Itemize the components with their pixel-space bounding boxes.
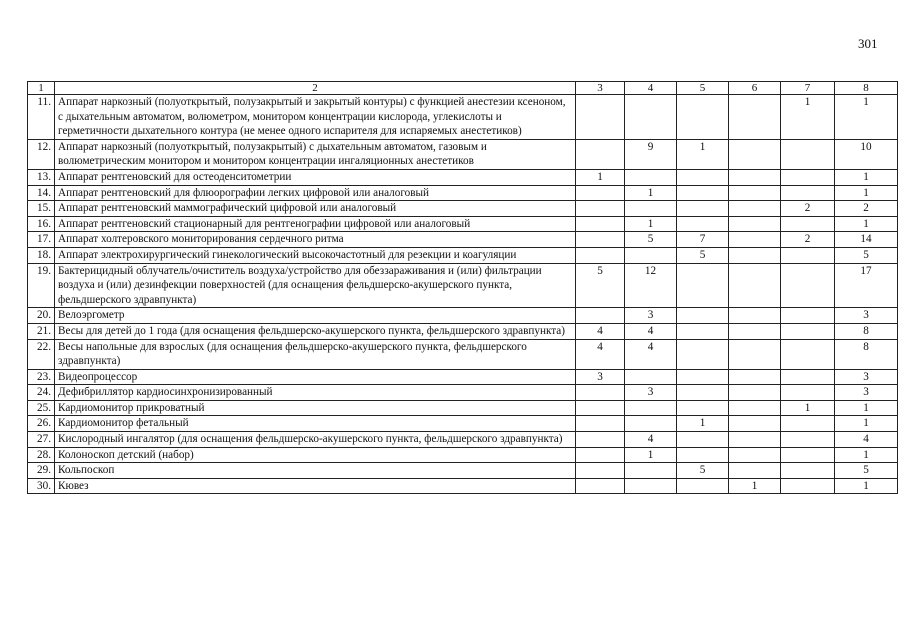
equipment-name-cell: Кардиомонитор фетальный — [55, 416, 576, 432]
quantity-cell — [625, 95, 677, 140]
column-header: 4 — [625, 82, 677, 95]
quantity-cell: 12 — [625, 263, 677, 308]
table-row — [28, 478, 898, 494]
row-number-cell: 15. — [28, 201, 55, 217]
quantity-cell — [576, 308, 625, 324]
table-row — [28, 232, 898, 248]
quantity-cell: 1 — [781, 95, 835, 140]
column-header: 1 — [28, 82, 55, 95]
quantity-cell — [729, 400, 781, 416]
total-cell: 3 — [835, 308, 898, 324]
quantity-cell — [729, 201, 781, 217]
quantity-cell: 1 — [625, 447, 677, 463]
table-row — [28, 95, 898, 140]
equipment-name-cell: Велоэргометр — [55, 308, 576, 324]
quantity-cell — [625, 369, 677, 385]
equipment-name-cell: Кювез — [55, 478, 576, 494]
quantity-cell — [576, 447, 625, 463]
quantity-cell — [781, 369, 835, 385]
quantity-cell — [677, 447, 729, 463]
quantity-cell: 9 — [625, 139, 677, 169]
quantity-cell — [576, 232, 625, 248]
quantity-cell — [781, 169, 835, 185]
table-header-row — [28, 82, 898, 95]
table-row — [28, 216, 898, 232]
quantity-cell — [729, 323, 781, 339]
row-number-cell: 28. — [28, 447, 55, 463]
quantity-cell — [625, 478, 677, 494]
row-number-cell: 19. — [28, 263, 55, 308]
quantity-cell — [576, 185, 625, 201]
quantity-cell — [576, 432, 625, 448]
row-number-cell: 12. — [28, 139, 55, 169]
row-number-cell: 26. — [28, 416, 55, 432]
total-cell: 1 — [835, 447, 898, 463]
quantity-cell — [625, 400, 677, 416]
quantity-cell — [576, 463, 625, 479]
table-row — [28, 323, 898, 339]
table-row — [28, 385, 898, 401]
quantity-cell — [781, 385, 835, 401]
equipment-name-cell: Колоноскоп детский (набор) — [55, 447, 576, 463]
quantity-cell — [576, 216, 625, 232]
equipment-name-cell: Аппарат наркозный (полуоткрытый, полузакрытый) с дыхательным автоматом, газовым и волюметрическим монитором и монитором концентрации ингаляционных анестетиков — [55, 139, 576, 169]
row-number-cell: 20. — [28, 308, 55, 324]
equipment-name-cell: Кардиомонитор прикроватный — [55, 400, 576, 416]
row-number-cell: 23. — [28, 369, 55, 385]
equipment-name-cell: Аппарат рентгеновский стационарный для рентгенографии цифровой или аналоговый — [55, 216, 576, 232]
row-number-cell: 30. — [28, 478, 55, 494]
quantity-cell — [677, 323, 729, 339]
quantity-cell: 3 — [625, 308, 677, 324]
quantity-cell — [781, 247, 835, 263]
quantity-cell — [576, 416, 625, 432]
total-cell: 17 — [835, 263, 898, 308]
table-row — [28, 169, 898, 185]
quantity-cell — [677, 308, 729, 324]
row-number-cell: 13. — [28, 169, 55, 185]
row-number-cell: 17. — [28, 232, 55, 248]
quantity-cell: 5 — [625, 232, 677, 248]
quantity-cell — [729, 185, 781, 201]
quantity-cell: 3 — [576, 369, 625, 385]
quantity-cell — [729, 216, 781, 232]
quantity-cell — [625, 416, 677, 432]
quantity-cell — [576, 201, 625, 217]
quantity-cell — [729, 169, 781, 185]
quantity-cell — [781, 323, 835, 339]
quantity-cell — [576, 95, 625, 140]
column-header: 6 — [729, 82, 781, 95]
table-row — [28, 308, 898, 324]
quantity-cell: 5 — [576, 263, 625, 308]
quantity-cell — [677, 95, 729, 140]
quantity-cell — [729, 385, 781, 401]
table-row — [28, 416, 898, 432]
row-number-cell: 16. — [28, 216, 55, 232]
quantity-cell — [781, 308, 835, 324]
table-row — [28, 400, 898, 416]
quantity-cell — [729, 339, 781, 369]
total-cell: 1 — [835, 95, 898, 140]
table-row — [28, 369, 898, 385]
table-row — [28, 263, 898, 308]
quantity-cell — [677, 169, 729, 185]
quantity-cell — [677, 339, 729, 369]
quantity-cell — [625, 247, 677, 263]
quantity-cell: 7 — [677, 232, 729, 248]
row-number-cell: 24. — [28, 385, 55, 401]
total-cell: 10 — [835, 139, 898, 169]
quantity-cell: 1 — [625, 216, 677, 232]
row-number-cell: 25. — [28, 400, 55, 416]
quantity-cell: 1 — [781, 400, 835, 416]
table-row — [28, 185, 898, 201]
quantity-cell: 4 — [576, 339, 625, 369]
equipment-name-cell: Дефибриллятор кардиосинхронизированный — [55, 385, 576, 401]
row-number-cell: 11. — [28, 95, 55, 140]
total-cell: 5 — [835, 463, 898, 479]
quantity-cell — [781, 416, 835, 432]
quantity-cell — [625, 201, 677, 217]
quantity-cell — [677, 369, 729, 385]
page-number: 301 — [858, 36, 878, 51]
row-number-cell: 29. — [28, 463, 55, 479]
equipment-name-cell: Весы для детей до 1 года (для оснащения фельдшерско-акушерского пункта, фельдшерского здравпункта) — [55, 323, 576, 339]
total-cell: 8 — [835, 339, 898, 369]
quantity-cell — [729, 447, 781, 463]
quantity-cell: 4 — [625, 432, 677, 448]
quantity-cell — [576, 400, 625, 416]
quantity-cell — [729, 139, 781, 169]
quantity-cell — [729, 95, 781, 140]
quantity-cell — [677, 185, 729, 201]
quantity-cell: 4 — [576, 323, 625, 339]
equipment-name-cell: Аппарат рентгеновский маммографический цифровой или аналоговый — [55, 201, 576, 217]
quantity-cell: 4 — [625, 323, 677, 339]
quantity-cell — [576, 385, 625, 401]
quantity-cell: 1 — [576, 169, 625, 185]
quantity-cell: 1 — [677, 416, 729, 432]
row-number-cell: 21. — [28, 323, 55, 339]
quantity-cell — [729, 416, 781, 432]
quantity-cell — [781, 478, 835, 494]
quantity-cell — [781, 185, 835, 201]
column-header: 2 — [55, 82, 576, 95]
table-row — [28, 463, 898, 479]
equipment-name-cell: Аппарат наркозный (полуоткрытый, полузакрытый и закрытый контуры) с функцией анестезии ксеноном, с дыхательным автоматом, волюметром, монитором концентрации кислорода, углекислоты и герметичности дыхательного контура (не менее одного испарителя для испаряемых анестетиков) — [55, 95, 576, 140]
total-cell: 8 — [835, 323, 898, 339]
quantity-cell — [677, 432, 729, 448]
quantity-cell — [781, 139, 835, 169]
quantity-cell: 5 — [677, 463, 729, 479]
total-cell: 1 — [835, 216, 898, 232]
total-cell: 1 — [835, 416, 898, 432]
quantity-cell — [576, 247, 625, 263]
total-cell: 1 — [835, 478, 898, 494]
quantity-cell — [781, 463, 835, 479]
row-number-cell: 18. — [28, 247, 55, 263]
quantity-cell — [729, 263, 781, 308]
quantity-cell — [729, 232, 781, 248]
quantity-cell — [729, 247, 781, 263]
equipment-name-cell: Видеопроцессор — [55, 369, 576, 385]
total-cell: 1 — [835, 185, 898, 201]
total-cell: 2 — [835, 201, 898, 217]
table-row — [28, 247, 898, 263]
quantity-cell — [781, 447, 835, 463]
quantity-cell — [677, 478, 729, 494]
quantity-cell: 1 — [729, 478, 781, 494]
equipment-name-cell: Весы напольные для взрослых (для оснащения фельдшерско-акушерского пункта, фельдшерского здравпункта) — [55, 339, 576, 369]
column-header: 3 — [576, 82, 625, 95]
total-cell: 1 — [835, 169, 898, 185]
quantity-cell — [625, 169, 677, 185]
total-cell: 4 — [835, 432, 898, 448]
equipment-name-cell: Аппарат холтеровского мониторирования сердечного ритма — [55, 232, 576, 248]
total-cell: 5 — [835, 247, 898, 263]
column-header: 8 — [835, 82, 898, 95]
quantity-cell: 4 — [625, 339, 677, 369]
row-number-cell: 27. — [28, 432, 55, 448]
total-cell: 3 — [835, 385, 898, 401]
column-header: 7 — [781, 82, 835, 95]
quantity-cell — [781, 216, 835, 232]
quantity-cell — [729, 369, 781, 385]
quantity-cell — [729, 463, 781, 479]
row-number-cell: 14. — [28, 185, 55, 201]
quantity-cell: 2 — [781, 232, 835, 248]
quantity-cell: 1 — [677, 139, 729, 169]
equipment-name-cell: Кольпоскоп — [55, 463, 576, 479]
table-row — [28, 201, 898, 217]
quantity-cell: 2 — [781, 201, 835, 217]
quantity-cell — [781, 263, 835, 308]
table-row — [28, 432, 898, 448]
column-header: 5 — [677, 82, 729, 95]
equipment-name-cell: Аппарат рентгеновский для флюорографии легких цифровой или аналоговый — [55, 185, 576, 201]
quantity-cell — [729, 432, 781, 448]
table-row — [28, 139, 898, 169]
quantity-cell: 1 — [625, 185, 677, 201]
quantity-cell — [677, 385, 729, 401]
quantity-cell — [625, 463, 677, 479]
equipment-table — [27, 81, 898, 494]
total-cell: 14 — [835, 232, 898, 248]
quantity-cell — [781, 432, 835, 448]
equipment-name-cell: Аппарат рентгеновский для остеоденситометрии — [55, 169, 576, 185]
equipment-name-cell: Аппарат электрохирургический гинекологический высокочастотный для резекции и коагуляции — [55, 247, 576, 263]
row-number-cell: 22. — [28, 339, 55, 369]
equipment-name-cell: Кислородный ингалятор (для оснащения фельдшерско-акушерского пункта, фельдшерского здравпункта) — [55, 432, 576, 448]
quantity-cell: 3 — [625, 385, 677, 401]
quantity-cell — [677, 400, 729, 416]
equipment-name-cell: Бактерицидный облучатель/очиститель воздуха/устройство для обеззараживания и (или) фильтрации воздуха и (или) дезинфекции поверхностей (для оснащения фельдшерско-акушерского пункта, фельдшерского здравпункта) — [55, 263, 576, 308]
table-row — [28, 447, 898, 463]
quantity-cell — [677, 263, 729, 308]
quantity-cell — [576, 478, 625, 494]
table-row — [28, 339, 898, 369]
quantity-cell: 5 — [677, 247, 729, 263]
quantity-cell — [677, 216, 729, 232]
quantity-cell — [576, 139, 625, 169]
quantity-cell — [677, 201, 729, 217]
total-cell: 3 — [835, 369, 898, 385]
table-body — [28, 95, 898, 494]
total-cell: 1 — [835, 400, 898, 416]
quantity-cell — [729, 308, 781, 324]
quantity-cell — [781, 339, 835, 369]
